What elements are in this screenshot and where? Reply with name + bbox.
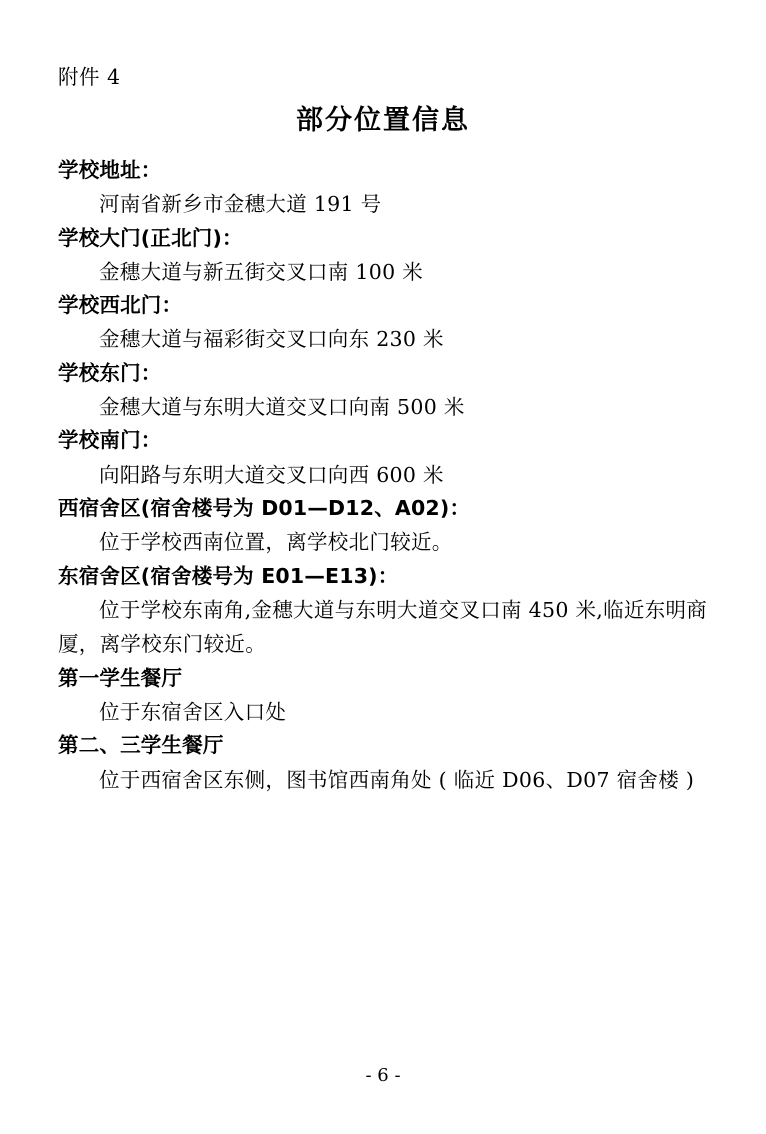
section-body: 金穗大道与新五街交叉口南 100 米 [99,259,424,284]
section-body: 向阳路与东明大道交叉口向西 600 米 [99,462,444,487]
section-heading: 学校大门(正北门)： [58,225,243,250]
section-south-gate [58,424,708,492]
section-first-canteen [58,662,708,730]
page-title: 部分位置信息 [296,104,470,136]
section-heading: 第一学生餐厅 [58,665,183,690]
section-body: 位于学校西南位置，离学校北门较近。 [99,530,453,555]
section-body: 位于西宿舍区东侧，图书馆西南角处 ( 临近 D06、D07 宿舍楼 ) [99,767,695,792]
section-body: 金穗大道与东明大道交叉口向南 500 米 [99,395,465,420]
section-second-third-canteen [58,729,708,797]
section-heading: 东宿舍区(宿舍楼号为 E01—E13)： [58,563,399,588]
section-northwest-gate [58,289,708,357]
section-school-address [58,154,708,222]
section-body: 位于学校东南角,金穗大道与东明大道交叉口南 450 米,临近东明商厦，离学校东门较近。 [58,597,708,657]
section-west-dormitory [58,492,708,560]
section-main-gate [58,222,708,290]
section-east-gate [58,357,708,425]
section-heading: 第二、三学生餐厅 [58,733,224,758]
section-heading: 学校南门： [58,428,162,453]
section-heading: 学校地址： [58,157,162,182]
attachment-label: 附件 4 [58,65,121,89]
section-heading: 学校西北门： [58,293,183,318]
section-body: 河南省新乡市金穗大道 191 号 [99,192,382,217]
section-heading: 学校东门： [58,360,162,385]
section-body: 位于东宿舍区入口处 [99,700,287,725]
section-east-dormitory [58,560,708,662]
page-number: - 6 - [365,1065,401,1086]
section-heading: 西宿舍区(宿舍楼号为 D01—D12、A02)： [58,496,471,521]
section-body: 金穗大道与福彩街交叉口向东 230 米 [99,327,444,352]
